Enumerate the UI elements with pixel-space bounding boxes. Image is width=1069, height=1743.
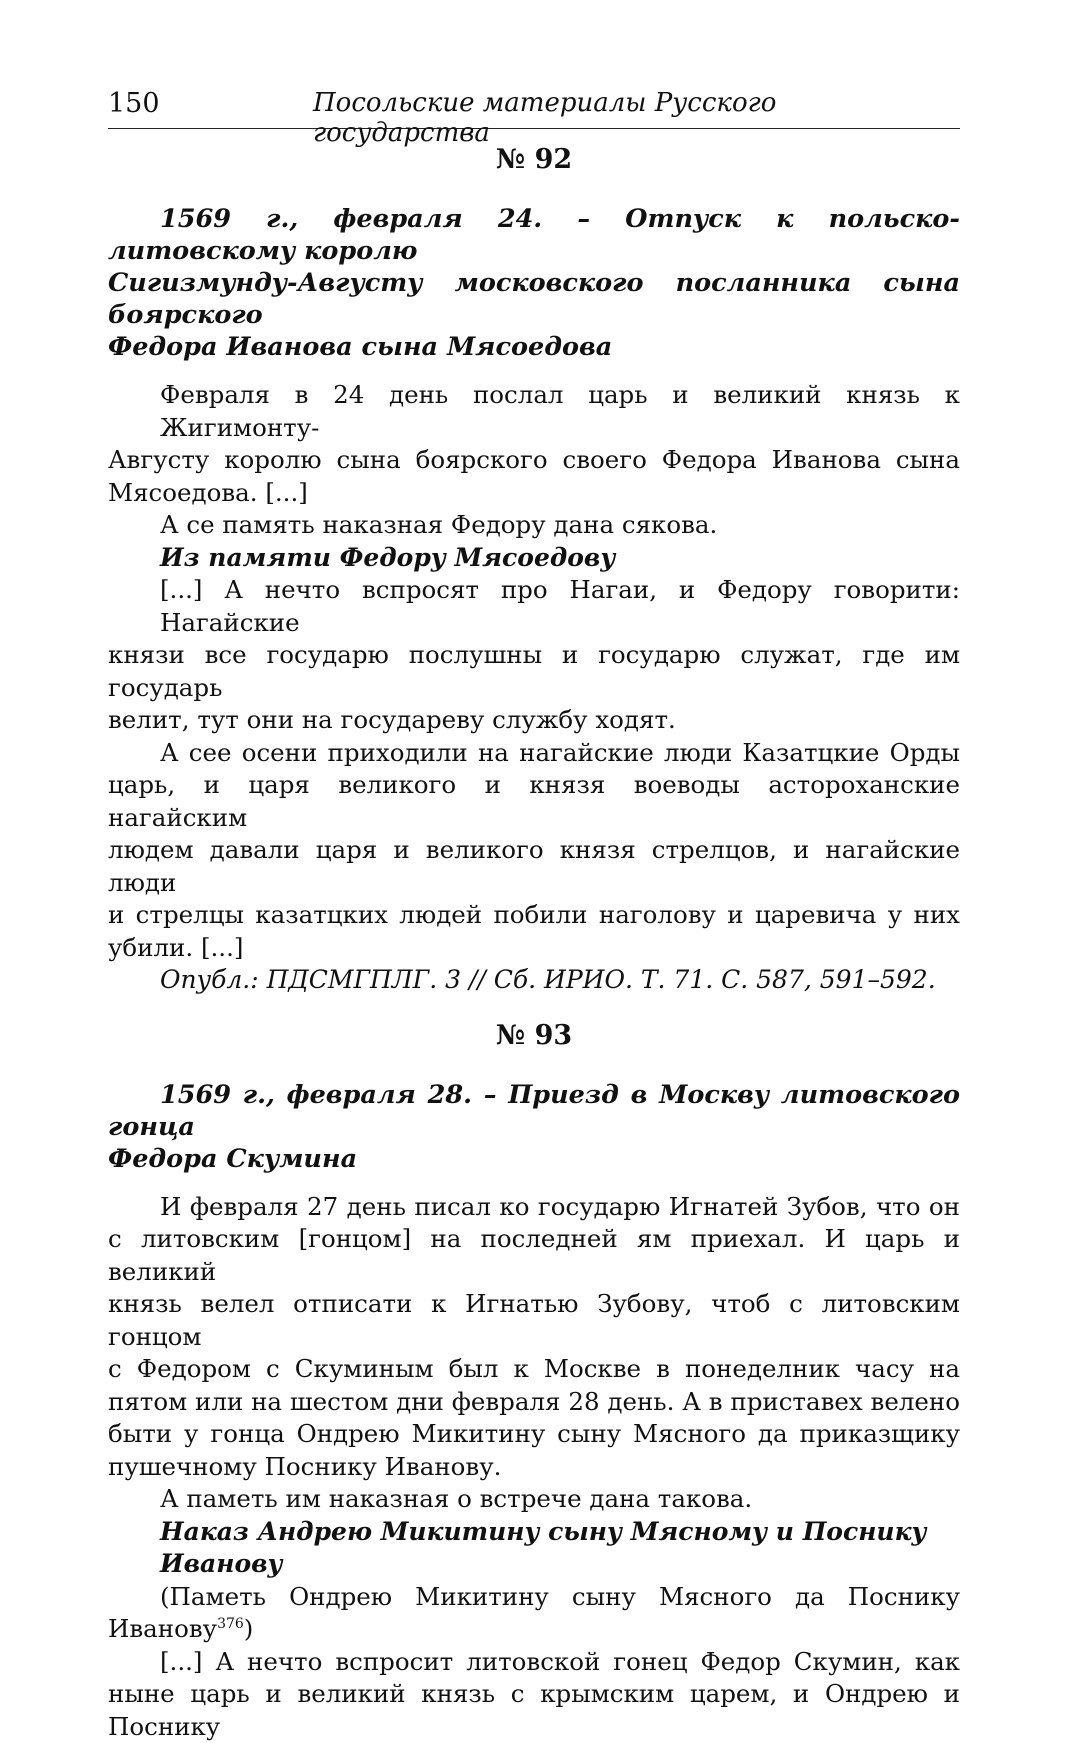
doc-92-paragraph-2 — [108, 509, 960, 542]
doc-93-heading — [108, 1079, 960, 1175]
text-line: [...] А нечто вспросят про Нагаи, и Федору говорити: Нагайские — [108, 574, 960, 639]
text-line: [...] А нечто вспросит литовской гонец Федор Скумин, как — [108, 1646, 960, 1679]
text-line: князи все государю послушны и государю служат, где им государь — [108, 639, 960, 704]
doc-93-subheading: Наказ Андрею Микитину сыну Мясному и Поснику Иванову — [108, 1516, 960, 1581]
text-line: Мясоедова. [...] — [108, 477, 960, 510]
text-line: велит, тут они на государеву службу ходят. — [108, 704, 960, 737]
text-fragment: Иванову — [108, 1614, 217, 1643]
doc-92-heading-line: Федора Иванова сына Мясоедова — [108, 331, 960, 363]
doc-93-number: № 93 — [108, 1019, 960, 1079]
doc-92-publication-note: Опубл.: ПДСМГПЛГ. 3 // Сб. ИРИО. Т. 71. С. 587, 591–592. — [108, 964, 960, 997]
text-line: А се память наказная Федору дана сякова. — [108, 509, 960, 542]
text-line: пятом или на шестом дни февраля 28 день. А в приставех велено — [108, 1386, 960, 1419]
text-line: пушечному Поснику Иванову. — [108, 1451, 960, 1484]
text-line: А сее осени приходили на нагайские люди Казатцкие Орды — [108, 737, 960, 770]
text-line: и стрелцы казатцких людей побили наголову и царевича у них — [108, 899, 960, 932]
doc-93-heading-line: Федора Скумина — [108, 1143, 960, 1175]
doc-92-paragraph-1 — [108, 379, 960, 509]
doc-93-paragraph-2 — [108, 1483, 960, 1516]
doc-92-heading — [108, 203, 960, 363]
doc-92-paragraph-3 — [108, 574, 960, 737]
text-line: Августу королю сына боярского своего Федора Иванова сына — [108, 444, 960, 477]
doc-93-heading-line: 1569 г., февраля 28. – Приезд в Москву литовского гонца — [108, 1079, 960, 1143]
doc-92-paragraph-4 — [108, 737, 960, 965]
text-line: И февраля 27 день писал ко государю Игнатей Зубов, что он — [108, 1191, 960, 1224]
text-line: убили. [...] — [108, 932, 960, 965]
text-line: ныне царь и великий князь с крымским царем, и Ондрею и Поснику — [108, 1678, 960, 1743]
text-line: (Паметь Ондрею Микитину сыну Мясного да Поснику — [108, 1581, 960, 1614]
doc-93-paragraph-1 — [108, 1191, 960, 1484]
text-line: Февраля в 24 день послал царь и великий князь к Жигимонту- — [108, 379, 960, 444]
text-fragment: ) — [244, 1614, 254, 1643]
text-line: А паметь им наказная о встрече дана такова. — [108, 1483, 960, 1516]
running-title: Посольские материалы Русского государства — [313, 88, 960, 148]
document-page — [108, 84, 960, 1743]
text-line: князь велел отписати к Игнатью Зубову, чтоб с литовским гонцом — [108, 1288, 960, 1353]
text-line — [108, 1613, 960, 1646]
doc-92-subheading: Из памяти Федору Мясоедову — [108, 542, 960, 575]
text-line: людем давали царя и великого князя стрелцов, и нагайские люди — [108, 834, 960, 899]
text-line: с литовским [гонцом] на последней ям приехал. И царь и великий — [108, 1223, 960, 1288]
page-header — [108, 84, 960, 129]
footnote-ref: 376 — [217, 1616, 244, 1632]
doc-93-paragraph-4 — [108, 1646, 960, 1743]
doc-92-heading-line: 1569 г., февраля 24. – Отпуск к польско-литовскому королю — [108, 203, 960, 267]
doc-92-number: № 92 — [108, 143, 960, 203]
page-number: 150 — [108, 88, 160, 119]
text-line: быти у гонца Ондрею Микитину сыну Мясного да приказщику — [108, 1418, 960, 1451]
text-line: царь, и царя великого и князя воеводы астороханские нагайским — [108, 769, 960, 834]
doc-93-paragraph-3 — [108, 1581, 960, 1646]
doc-92-heading-line: Сигизмунду-Августу московского посланника сына боярского — [108, 267, 960, 331]
text-line: с Федором с Скуминым был к Москве в понеделник часу на — [108, 1353, 960, 1386]
